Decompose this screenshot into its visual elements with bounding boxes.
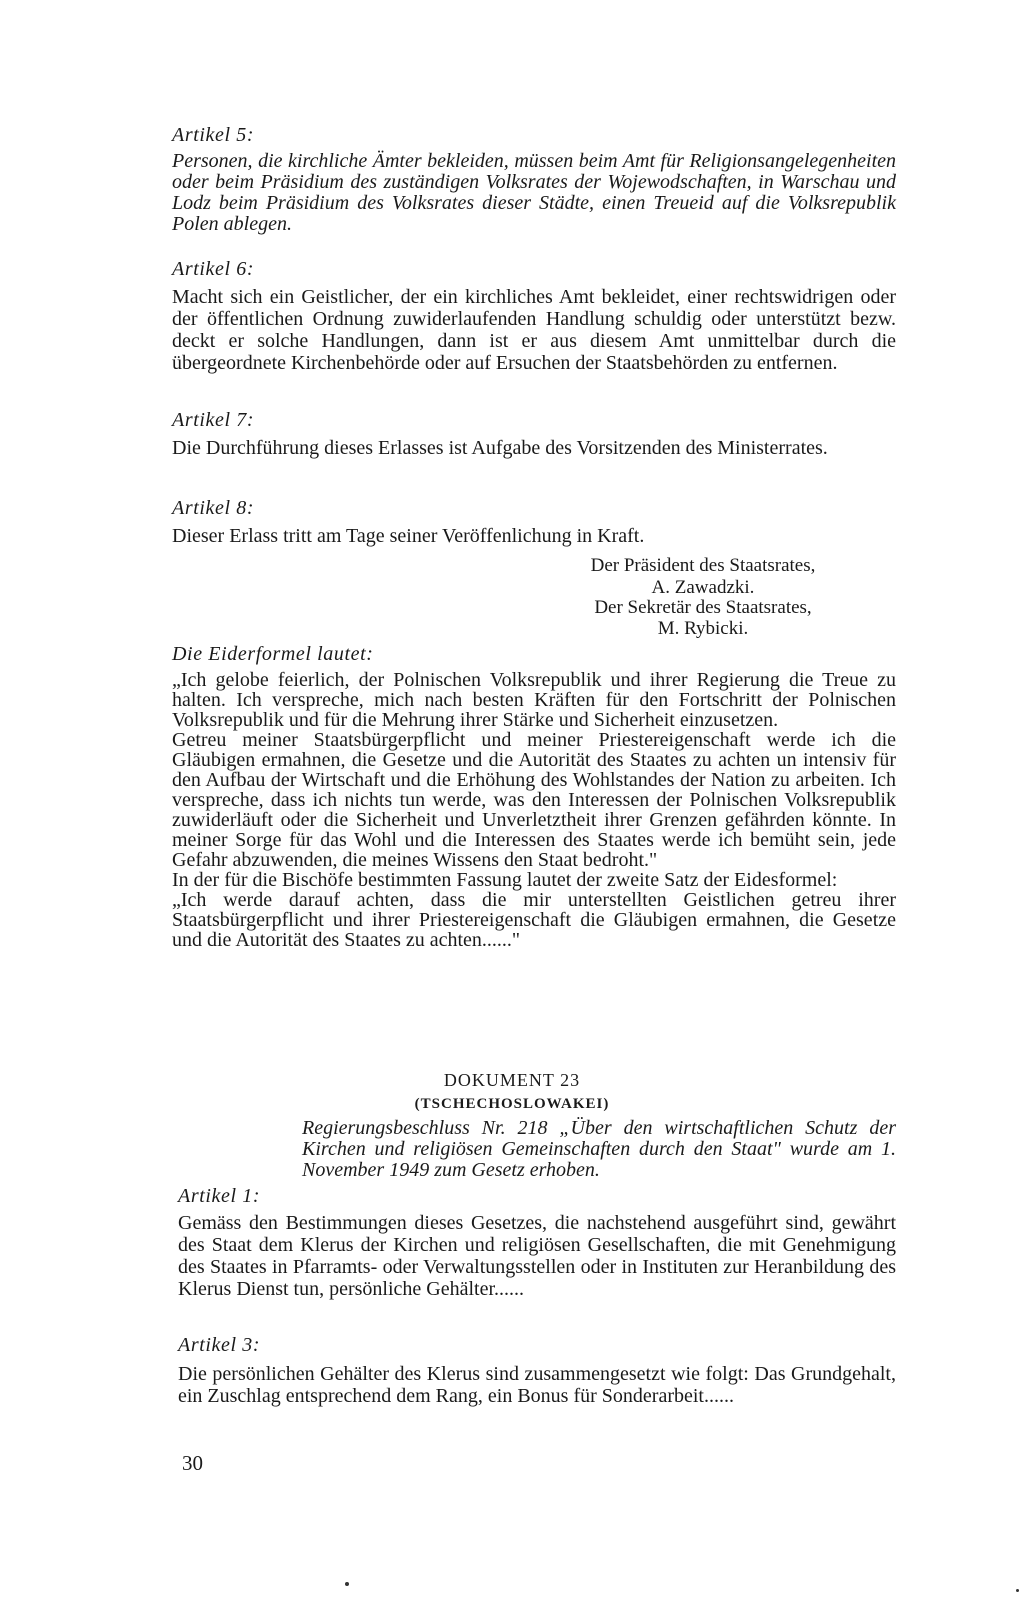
scan-speck: [1016, 1589, 1019, 1592]
document-subtitle: (TSCHECHOSLOWAKEI): [414, 1096, 610, 1112]
article-1-text: Gemäss den Bestimmungen dieses Gesetzes, die nachstehend ausgeführt sind, gewährt des Staat dem Klerus der Kirchen und religiösen Gesellschaften, die mit Genehmigung des Staates in Pfarramts- oder Verwaltungsstellen oder in Instituten zur Heranbildung des Klerus Dienst tun, persönliche Gehälter......: [178, 1212, 896, 1300]
signature-line-3: Der Sekretär des Staatsrates,: [594, 597, 812, 618]
article-7-text: Die Durchführung dieses Erlasses ist Aufgabe des Vorsitzenden des Ministerrates.: [172, 437, 828, 459]
article-8: [172, 496, 896, 547]
page-number: 30: [182, 1451, 203, 1475]
article-1: [178, 1184, 896, 1300]
article-6: [172, 257, 896, 374]
oath-paragraph-2: Getreu meiner Staatsbürgerpflicht und meiner Priestereigenschaft werde ich die Gläubigen ermahnen, die Gesetze und die Autorität des Staates zu achten un intensiv für den Aufbau der Wirtschaft und die Erhöhung des Wohlstandes der Nation zu arbeiten. Ich verspreche, dass ich nichts tun werde, was den Interessen der Polnischen Volksrepublik zuwiderläuft oder die Sicherheit und Unverletztheit ihrer Grenzen gefährden könnte. In meiner Sorge für das Wohl und die Interessen des Staates werde ich bemüht sein, jede Gefahr abzuwenden, die meines Wissens den Staat bedroht.": [172, 729, 896, 871]
document-intro-text: Regierungsbeschluss Nr. 218 „Über den wirtschaftlichen Schutz der Kirchen und religiösen Gemeinschaften durch den Staat" wurde am 1. November 1949 zum Gesetz erhoben.: [302, 1117, 896, 1181]
article-3-heading: Artikel 3:: [178, 1334, 261, 1356]
article-6-heading: Artikel 6:: [172, 258, 255, 280]
article-7: [172, 408, 896, 459]
document-intro: [302, 1118, 896, 1181]
signature-line-1: Der Präsident des Staatsrates,: [590, 555, 816, 576]
article-8-text: Dieser Erlass tritt am Tage seiner Veröffenlichung in Kraft.: [172, 525, 645, 547]
oath-paragraph-3: In der für die Bischöfe bestimmten Fassung lautet der zweite Satz der Eidesformel:: [172, 869, 838, 891]
signature-line-4: M. Rybicki.: [657, 618, 749, 639]
article-3: [178, 1333, 896, 1407]
article-7-heading: Artikel 7:: [172, 409, 255, 431]
scan-speck: [345, 1582, 349, 1586]
oath-heading: Die Eiderformel lautet:: [172, 643, 374, 665]
article-8-heading: Artikel 8:: [172, 497, 255, 519]
oath-paragraph-1: „Ich gelobe feierlich, der Polnischen Volksrepublik und ihrer Regierung die Treue zu halten. Ich verspreche, mich nach besten Kräften für den Fortschritt der Polnischen Volksrepublik und für die Mehrung ihrer Stärke und Sicherheit einzusetzen.: [172, 669, 896, 731]
document-title: DOKUMENT 23: [443, 1070, 581, 1090]
article-5: [172, 123, 896, 235]
article-6-text: Macht sich ein Geistlicher, der ein kirchliches Amt bekleidet, einer rechtswidrigen oder der öffentlichen Ordnung zuwiderlaufenden Handlung schuldig oder unterstützt bezw. deckt er solche Handlungen, dann ist er aus diesem Amt unmittelbar durch die übergeordnete Kirchenbehörde oder auf Ersuchen der Staatsbehörden zu entfernen.: [172, 286, 896, 374]
article-1-heading: Artikel 1:: [178, 1185, 261, 1207]
article-5-text: Personen, die kirchliche Ämter bekleiden, müssen beim Amt für Religionsangelegenheiten oder beim Präsidium des zuständigen Volksrates der Wojewodschaften, in Warschau und Lodz beim Präsidium des Volksrates dieser Städte, einen Treueid auf die Volksrepublik Polen ablegen.: [172, 150, 896, 235]
article-5-heading: Artikel 5:: [172, 124, 255, 146]
article-3-text: Die persönlichen Gehälter des Klerus sind zusammengesetzt wie folgt: Das Grundgehalt, ein Zuschlag entsprechend dem Rang, ein Bonus für Sonderarbeit......: [178, 1363, 896, 1407]
oath-paragraph-4: „Ich werde darauf achten, dass die mir unterstellten Geistlichen getreu ihrer Staatsbürgerpflicht und ihrer Priestereigenschaft die Gläubigen ermahnen, die Gesetze und die Autorität des Staates zu achten......": [172, 889, 896, 951]
signature-line-2: A. Zawadzki.: [651, 577, 755, 598]
oath-section: [172, 642, 896, 950]
